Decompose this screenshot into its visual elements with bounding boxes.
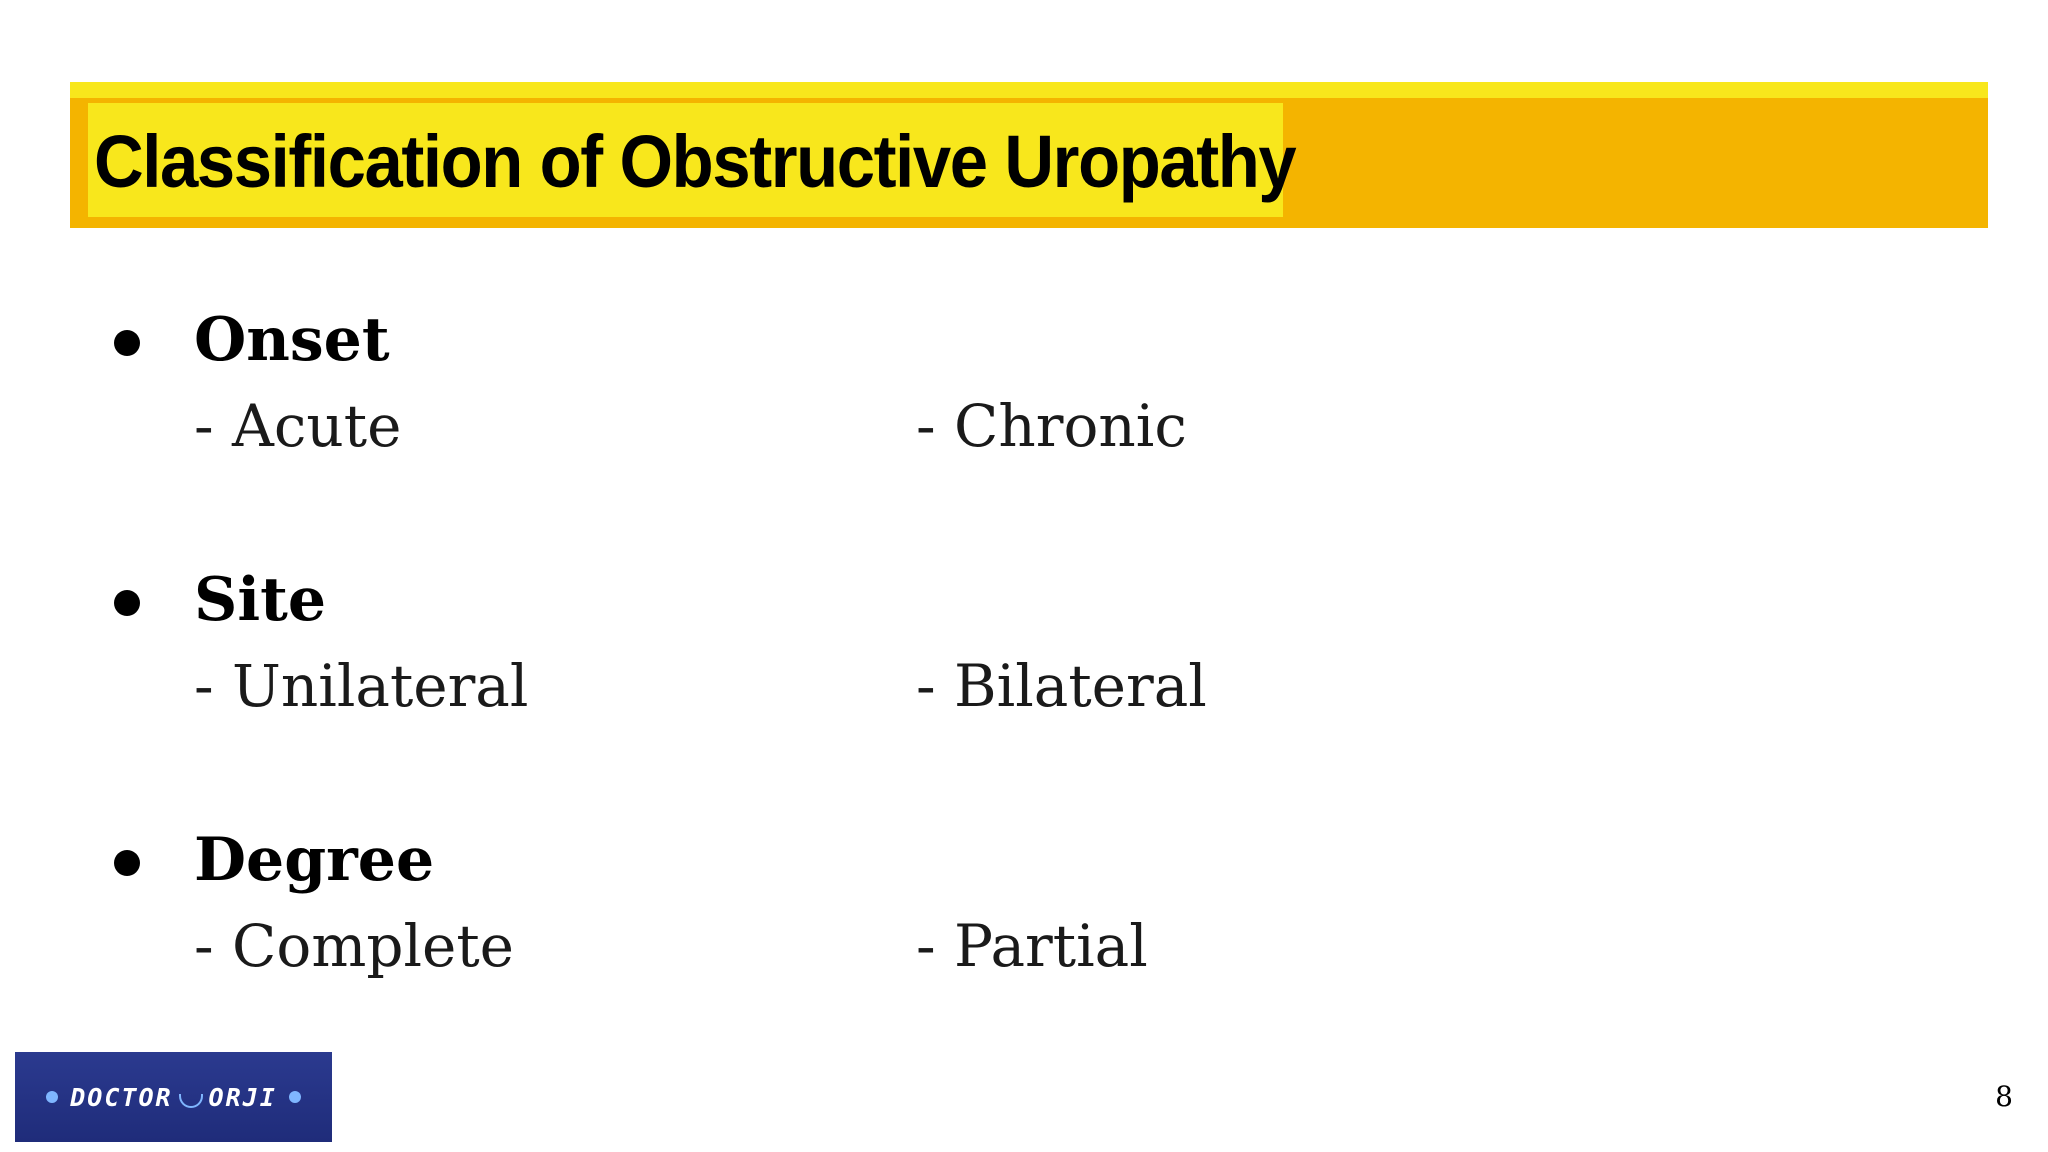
- section-site: [110, 560, 1310, 730]
- item-left: - Complete: [194, 912, 514, 980]
- doctor-orji-logo: [15, 1052, 332, 1142]
- logo-text-right: ORJI: [208, 1082, 277, 1112]
- section-items-row: [110, 380, 1310, 470]
- section-onset: [110, 300, 1310, 470]
- logo-text-left: DOCTOR: [70, 1082, 173, 1112]
- item-left: - Acute: [194, 392, 402, 460]
- bullet-icon: [114, 330, 140, 356]
- bullet-icon: [114, 850, 140, 876]
- logo-dot-icon: [289, 1091, 301, 1103]
- section-items-row: [110, 640, 1310, 730]
- section-heading-row: [110, 820, 1310, 900]
- section-heading-row: [110, 300, 1310, 380]
- title-highlight: [88, 103, 1296, 217]
- section-heading-row: [110, 560, 1310, 640]
- item-right: - Bilateral: [916, 652, 1207, 720]
- section-degree: [110, 820, 1310, 990]
- section-heading: Onset: [194, 305, 390, 375]
- section-items-row: [110, 900, 1310, 990]
- bullet-icon: [114, 590, 140, 616]
- item-right: - Chronic: [916, 392, 1187, 460]
- section-heading: Site: [194, 565, 327, 635]
- logo-dot-icon: [46, 1091, 58, 1103]
- slide-title: Classification of Obstructive Uropathy: [94, 120, 1296, 203]
- page-number: 8: [1995, 1080, 2013, 1113]
- item-right: - Partial: [916, 912, 1148, 980]
- section-heading: Degree: [194, 825, 435, 895]
- item-left: - Unilateral: [194, 652, 529, 720]
- stethoscope-icon: [179, 1094, 203, 1108]
